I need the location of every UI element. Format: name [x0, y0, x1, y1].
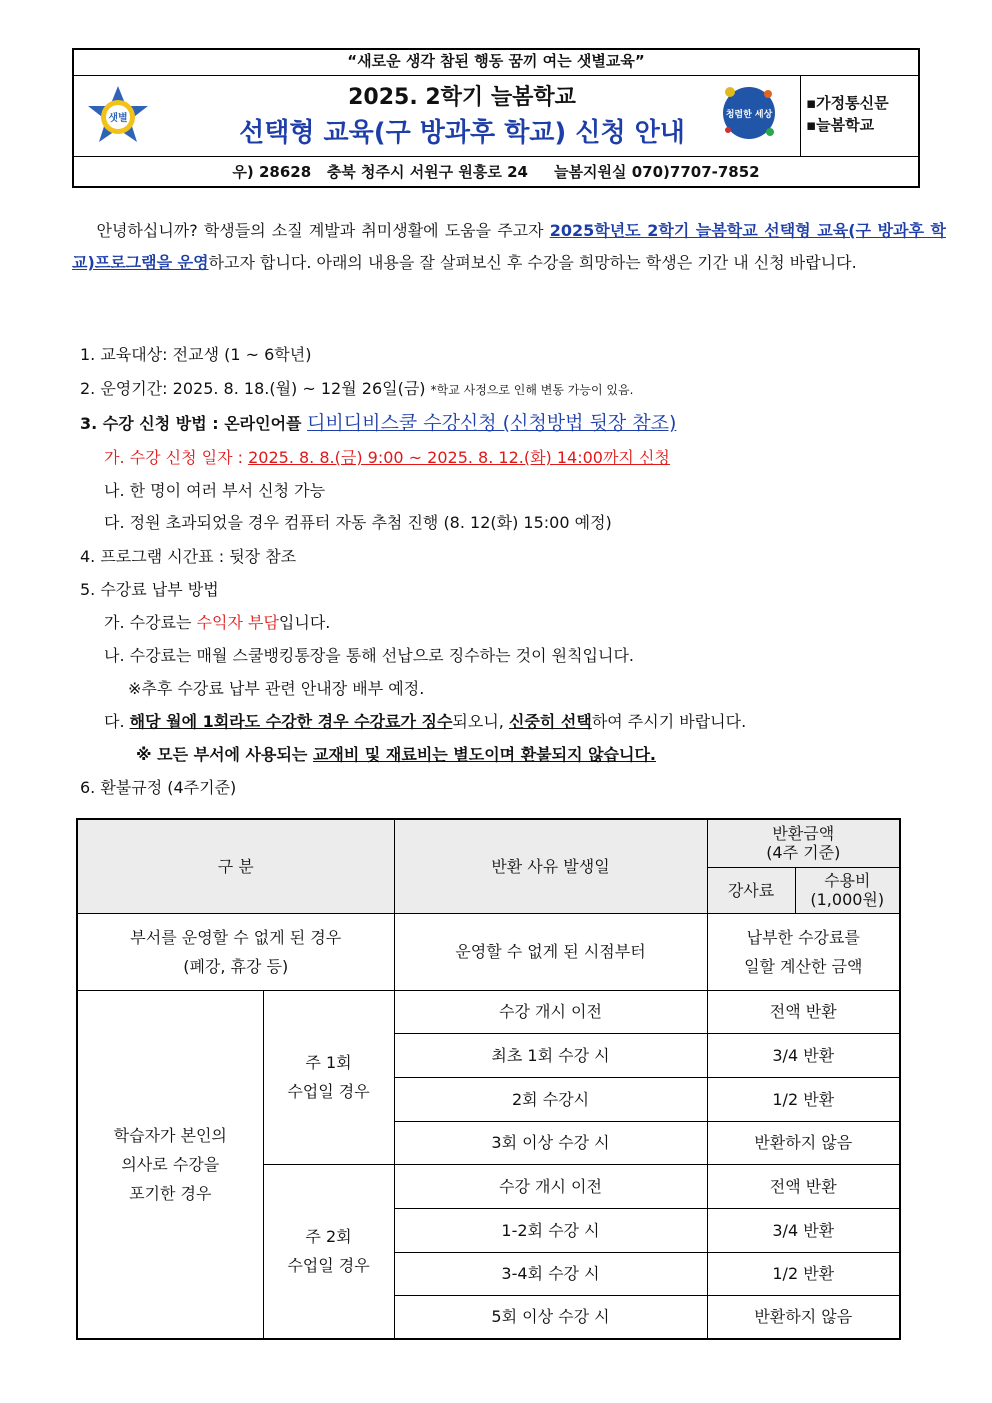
intro-highlight: 2025학년도 2학기 늘봄학교 선택형 교육(구 방과후 학교)프로그램을 운영 — [72, 221, 947, 272]
closed-reason: 운영할 수 없게 된 시점부터 — [394, 913, 707, 990]
title-main: 선택형 교육(구 방과후 학교) 신청 안내 — [239, 118, 685, 148]
item-period-note: *학교 사정으로 인해 변동 가능이 있음. — [430, 383, 634, 397]
item-payment-b: 나. 수강료는 매월 스쿨뱅킹통장을 통해 선납으로 징수하는 것이 원칙입니다. — [104, 646, 634, 665]
item-apply-prefix: 3. 수강 신청 방법 : 온라인어플 — [80, 414, 308, 433]
table-row: 5회 이상 수강 시 — [394, 1295, 707, 1339]
payment-c-prefix: 다. — [104, 712, 130, 731]
item-apply-date-prefix: 가. 수강 신청 일자 : — [104, 448, 249, 467]
item-apply-date — [104, 446, 670, 470]
quit-label: 학습자가 본인의 의사로 수강을 포기한 경우 — [77, 990, 263, 1339]
table-row-amount: 1/2 반환 — [707, 1077, 900, 1121]
payment-c-mid: 되오니, — [452, 712, 509, 731]
item-payment: 5. 수강료 납부 방법 — [80, 580, 219, 599]
header-tuition: 강사료 — [707, 867, 795, 913]
table-row-amount: 반환하지 않음 — [707, 1121, 900, 1164]
weekly1-label: 주 1회 수업일 경우 — [263, 990, 394, 1164]
table-row: 3-4회 수강 시 — [394, 1252, 707, 1295]
intro-text-1: 안녕하십니까? 학생들의 소질 계발과 취미생활에 도움을 주고자 — [96, 221, 550, 240]
item-multi-apply: 나. 한 명이 여러 부서 신청 가능 — [104, 481, 326, 500]
logo-text: 샛별 — [108, 113, 128, 124]
header-reason: 반환 사유 발생일 — [394, 819, 707, 913]
payment-a-prefix: 가. 수강료는 — [104, 613, 197, 632]
table-row-amount: 반환하지 않음 — [707, 1295, 900, 1339]
header-supply: 수용비 (1,000원) — [795, 867, 900, 913]
item-lottery: 다. 정원 초과되었을 경우 컴퓨터 자동 추첨 진행 (8. 12(화) 15:00 예정) — [104, 513, 612, 532]
category-neulbom: ▪늘봄학교 — [806, 116, 875, 134]
app-link[interactable]: 디비디비스쿨 수강신청 (신청방법 뒷장 참조) — [307, 412, 677, 434]
item-payment-note: ※추후 수강료 납부 관련 안내장 배부 예정. — [128, 679, 425, 698]
material-note-prefix: ※ 모든 부서에 사용되는 — [136, 745, 313, 764]
item-target: 1. 교육대상: 전교생 (1 ~ 6학년) — [80, 345, 312, 364]
letter-header — [72, 48, 920, 188]
table-row-amount: 전액 반환 — [707, 1164, 900, 1208]
closed-amount: 납부한 수강료를 일할 계산한 금액 — [707, 913, 900, 990]
item-refund-title: 6. 환불규정 (4주기준) — [80, 778, 237, 797]
weekly2-label: 주 2회 수업일 경우 — [263, 1164, 394, 1339]
payment-a-suffix: 입니다. — [278, 613, 331, 632]
item-schedule: 4. 프로그램 시간표 : 뒷장 참조 — [80, 547, 297, 566]
item-period-text: 2. 운영기간: 2025. 8. 18.(월) ~ 12월 26일(금) — [80, 379, 431, 398]
school-address: 우) 28628 충북 청주시 서원구 원흥로 24 늘봄지원실 070)7707-7852 — [72, 156, 920, 188]
document-categories — [806, 92, 889, 136]
table-row: 최초 1회 수강 시 — [394, 1033, 707, 1077]
table-row: 수강 개시 이전 — [394, 1164, 707, 1208]
header-amount: 반환금액 (4주 기준) — [707, 819, 900, 867]
item-payment-c — [104, 710, 746, 734]
payment-c-careful: 신중히 선택 — [508, 712, 592, 731]
intro-paragraph — [72, 215, 946, 279]
material-note-warning: 교재비 및 재료비는 별도이며 환불되지 않습니다. — [312, 745, 657, 764]
school-motto: “새로운 생각 참된 행동 꿈끼 여는 샛별교육” — [72, 48, 920, 76]
integrity-badge-icon — [720, 82, 778, 142]
refund-table — [76, 818, 901, 1340]
payment-c-warning: 해당 월에 1회라도 수강한 경우 수강료가 징수 — [129, 712, 453, 731]
payment-a-red: 수익자 부담 — [196, 613, 279, 632]
table-row-amount: 3/4 반환 — [707, 1033, 900, 1077]
table-row: 2회 수강시 — [394, 1077, 707, 1121]
item-material-note — [136, 743, 656, 767]
table-row-amount: 전액 반환 — [707, 990, 900, 1033]
header-title-row — [72, 76, 920, 156]
closed-label: 부서를 운영할 수 없게 된 경우 (폐강, 휴강 등) — [77, 913, 394, 990]
table-row: 수강 개시 이전 — [394, 990, 707, 1033]
table-row-amount: 1/2 반환 — [707, 1252, 900, 1295]
table-row: 3회 이상 수강 시 — [394, 1121, 707, 1164]
table-row: 1-2회 수강 시 — [394, 1208, 707, 1252]
school-logo-icon — [84, 84, 152, 148]
intro-text-2: 하고자 합니다. 아래의 내용을 잘 살펴보신 후 수강을 희망하는 학생은 기간 내 신청 바랍니다. — [208, 253, 857, 272]
title-year-term: 2025. 2학기 늘봄학교 — [348, 85, 576, 110]
header-category: 구 분 — [77, 819, 394, 913]
item-apply-date-value: 2025. 8. 8.(금) 9:00 ~ 2025. 8. 12.(화) 14:00까지 신청 — [248, 448, 670, 467]
table-row-amount: 3/4 반환 — [707, 1208, 900, 1252]
item-payment-a — [104, 611, 330, 635]
badge-text: 청렴한 세상 — [725, 110, 773, 120]
payment-c-suffix: 하여 주시기 바랍니다. — [591, 712, 747, 731]
item-apply-method — [80, 409, 676, 438]
header-divider — [800, 76, 801, 156]
category-newsletter: ▪가정통신문 — [806, 94, 889, 112]
item-period — [80, 377, 633, 402]
